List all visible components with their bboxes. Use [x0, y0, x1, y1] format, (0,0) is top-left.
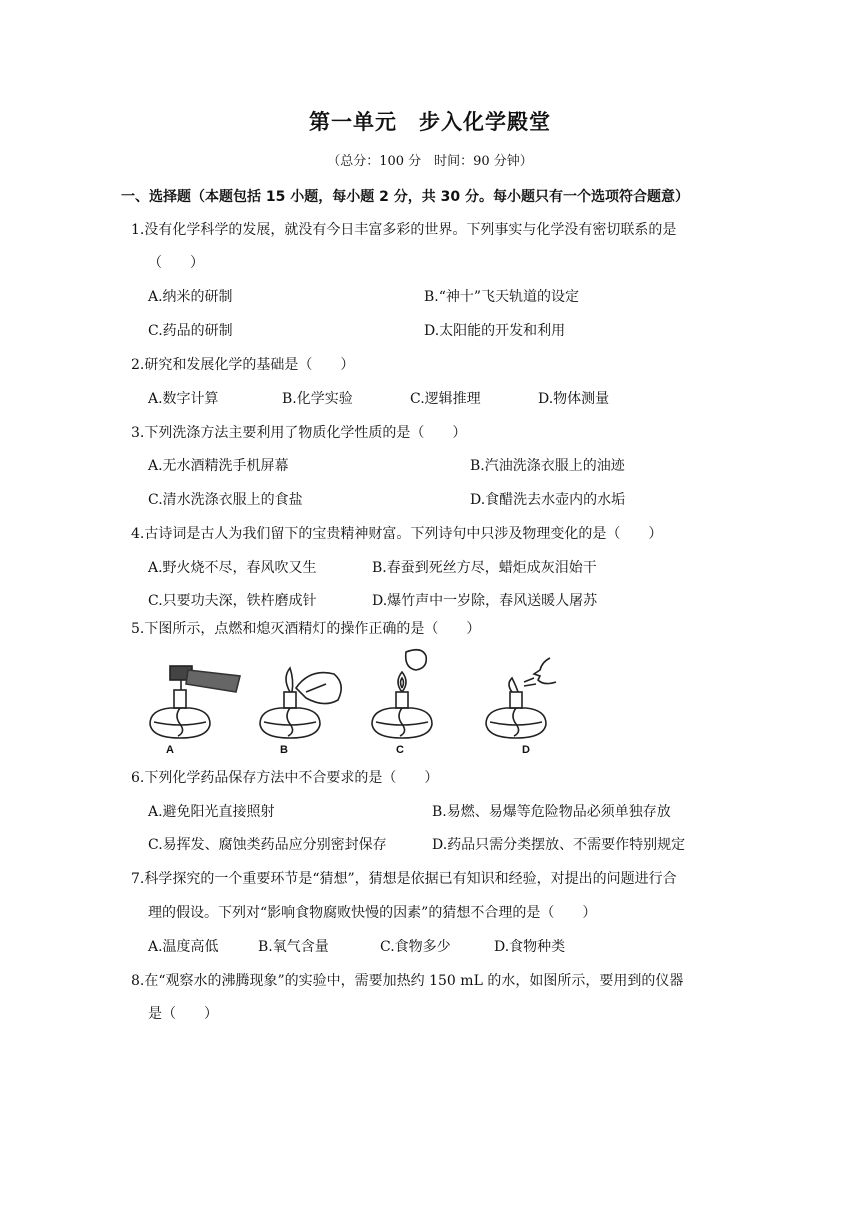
question-4-option-b: B.春蚕到死丝方尽，蜡炬成灰泪始干	[372, 560, 597, 576]
question-6-stem: 6.下列化学药品保存方法中不合要求的是（ ）	[131, 770, 439, 786]
alcohol-lamp-illustrations	[140, 648, 580, 760]
question-7-option-d: D.食物种类	[494, 939, 566, 955]
question-7-option-b: B.氧气含量	[258, 939, 329, 955]
question-1-option-d: D.太阳能的开发和利用	[424, 323, 566, 339]
question-7-option-a: A.温度高低	[148, 939, 219, 955]
lamp-label-a: A	[166, 744, 174, 756]
lamp-a-icon	[150, 666, 240, 738]
question-7-stem: 7.科学探究的一个重要环节是“猜想”，猜想是依据已有知识和经验，对提出的问题进行合	[131, 871, 677, 887]
question-8-stem: 8.在“观察水的沸腾现象”的实验中，需要加热约 150 mL 的水，如图所示，要用到的仪器	[131, 973, 684, 989]
question-3-stem: 3.下列洗涤方法主要利用了物质化学性质的是（ ）	[131, 425, 467, 441]
question-3-option-d: D.食醋洗去水壶内的水垢	[470, 492, 626, 508]
question-3-option-b: B.汽油洗涤衣服上的油迹	[470, 458, 625, 474]
question-3-option-c: C.清水洗涤衣服上的食盐	[148, 492, 303, 508]
question-6-option-a: A.避免阳光直接照射	[148, 804, 275, 820]
question-2-option-c: C.逻辑推理	[410, 391, 481, 407]
question-7-stem-cont: 理的假设。下列对“影响食物腐败快慢的因素”的猜想不合理的是（ ）	[148, 905, 597, 921]
question-7-option-c: C.食物多少	[380, 939, 451, 955]
lamp-d-icon	[486, 658, 556, 738]
question-6-option-c: C.易挥发、腐蚀类药品应分别密封保存	[148, 837, 387, 853]
lamp-label-d: D	[522, 744, 530, 756]
lamp-c-icon	[372, 650, 432, 738]
question-2-stem: 2.研究和发展化学的基础是（ ）	[131, 357, 355, 373]
question-2-option-a: A.数字计算	[148, 391, 219, 407]
question-6-option-d: D.药品只需分类摆放、不需要作特别规定	[432, 837, 686, 853]
question-4-option-a: A.野火烧不尽，春风吹又生	[148, 560, 317, 576]
question-1-option-a: A.纳米的研制	[148, 289, 233, 305]
question-1-stem: 1.没有化学科学的发展，就没有今日丰富多彩的世界。下列事实与化学没有密切联系的是	[131, 222, 677, 238]
alcohol-lamp-figure	[140, 648, 580, 760]
page-subtitle: （总分：100 分 时间：90 分钟）	[327, 154, 533, 169]
lamp-label-c: C	[396, 744, 404, 756]
question-2-option-b: B.化学实验	[282, 391, 353, 407]
lamp-b-icon	[260, 668, 341, 738]
question-5-stem: 5.下图所示，点燃和熄灭酒精灯的操作正确的是（ ）	[131, 621, 481, 637]
lamp-label-b: B	[280, 744, 288, 756]
question-1-option-b: B.“神十”飞天轨道的设定	[424, 289, 580, 305]
question-4-option-d: D.爆竹声中一岁除，春风送暖人屠苏	[372, 593, 598, 609]
question-4-option-c: C.只要功夫深，铁杵磨成针	[148, 593, 317, 609]
question-6-option-b: B.易燃、易爆等危险物品必须单独存放	[432, 804, 671, 820]
question-4-stem: 4.古诗词是古人为我们留下的宝贵精神财富。下列诗句中只涉及物理变化的是（ ）	[131, 526, 663, 542]
section-heading: 一、选择题（本题包括 15 小题，每小题 2 分，共 30 分。每小题只有一个选项符合题意）	[121, 189, 689, 205]
question-8-stem-cont: 是（ ）	[148, 1006, 218, 1022]
question-1-option-c: C.药品的研制	[148, 323, 233, 339]
page-title: 第一单元 步入化学殿堂	[309, 110, 551, 134]
question-3-option-a: A.无水酒精洗手机屏幕	[148, 458, 289, 474]
question-1-stem-cont: （ ）	[148, 255, 204, 271]
question-2-option-d: D.物体测量	[538, 391, 610, 407]
